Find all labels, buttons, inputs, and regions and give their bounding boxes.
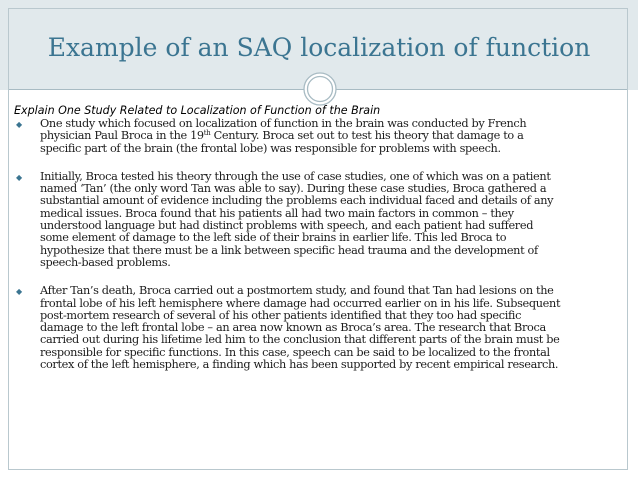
question-subheading: Explain One Study Related to Localization of Function of the Brain — [14, 104, 381, 117]
bullet-text-line: responsible for specific functions. In this case, speech can be said to be localized to the frontal — [40, 345, 550, 359]
bullet-text-line: cortex of the left hemisphere, a finding which has been supported by recent empirical research. — [40, 358, 559, 372]
bullet-paragraph — [14, 118, 624, 155]
bullet-text-segment: physician Paul Broca in the 19 — [40, 129, 204, 143]
bullet-text-line: post-mortem research of several of his other patients identified that they too had specific — [40, 308, 522, 322]
ordinal-superscript: th — [203, 129, 211, 138]
header-divider-left — [9, 89, 305, 90]
bullet-text-line: carried out during his lifetime led him to the conclusion that different parts of the brain must be — [40, 333, 560, 347]
bullet-list — [14, 118, 624, 371]
diamond-bullet-icon: ◆ — [16, 120, 22, 129]
bullet-text-line: hypothesize that there must be a link between specific head trauma and the development of — [40, 243, 538, 257]
bullet-paragraph — [14, 285, 624, 371]
bullet-text-line: One study which focused on localization of function in the brain was conducted by French — [40, 117, 527, 130]
bullet-text-line: specific part of the brain (the frontal lobe) was responsible for problems with speech. — [40, 141, 501, 155]
bullet-text-line: substantial amount of evidence including the problems each individual faced and details of any — [40, 194, 554, 208]
bullet-text-line: some element of damage to the left side of their brains in earlier life. This led Broca to — [40, 231, 507, 245]
slide-content — [14, 104, 624, 371]
bullet-paragraph — [14, 171, 624, 269]
bullet-text-line: speech-based problems. — [40, 255, 171, 269]
diamond-bullet-icon: ◆ — [16, 287, 22, 297]
header-divider-right — [334, 89, 627, 90]
bullet-text-line: frontal lobe of his left hemisphere where damage had occurred earlier on in his life. Subsequent — [40, 296, 561, 310]
bullet-text-line: understood language but had distinct problems with speech, and each patient had suffered — [40, 219, 534, 233]
diamond-bullet-icon: ◆ — [16, 172, 22, 182]
double-circle-ornament-icon — [302, 71, 338, 107]
bullet-text-line: named ‘Tan’ (the only word Tan was able to say). During these case studies, Broca gathered a — [40, 182, 547, 196]
bullet-text-line: medical issues. Broca found that his patients all had two main factors in common – they — [40, 206, 514, 220]
bullet-text-segment: Century. Broca set out to test his theory that damage to a — [210, 129, 524, 143]
bullet-text-line: After Tan’s death, Broca carried out a postmortem study, and found that Tan had lesions on the — [40, 284, 554, 298]
bullet-text-line: damage to the left frontal lobe – an area now known as Broca’s area. The research that Broca — [40, 321, 546, 335]
slide-title: Example of an SAQ localization of function — [47, 33, 591, 62]
bullet-text-line: Initially, Broca tested his theory through the use of case studies, one of which was on a patient — [40, 169, 551, 183]
bullet-text-line — [40, 130, 624, 142]
